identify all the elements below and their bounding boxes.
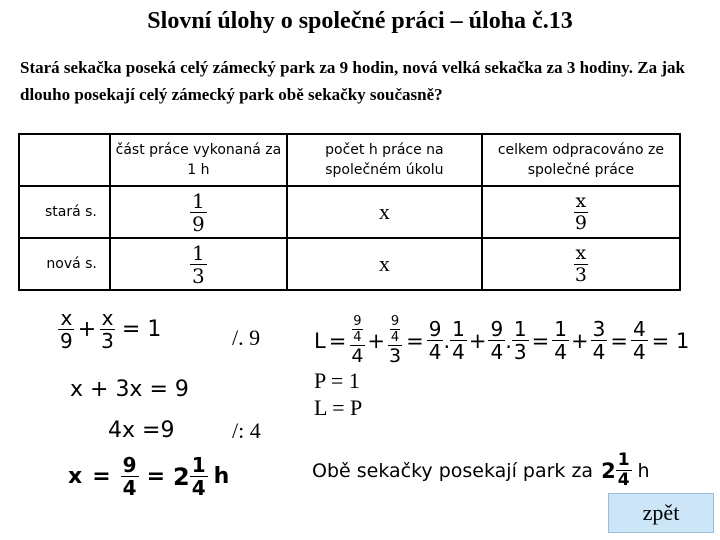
compound-fraction: $\frac{\frac{9}{4}}{4}$ bbox=[351, 314, 364, 367]
equation-1: $\frac{x}{9}$ + $\frac{x}{3}$ = 1 bbox=[60, 306, 162, 353]
answer-sentence: Obě sekačky posekají park za 2 $\frac{1}{4}$ h bbox=[312, 450, 650, 490]
fraction: $\frac{x}{9}$ bbox=[574, 189, 587, 234]
fraction: $\frac{9}{4}$ bbox=[122, 453, 137, 500]
result-equation: x = $\frac{9}{4}$ = 2 $\frac{1}{4}$ h bbox=[68, 453, 230, 500]
fraction: $\frac{1}{4}$ bbox=[617, 450, 630, 490]
step-multiply: /. 9 bbox=[232, 325, 261, 350]
equation-2: x + 3x = 9 bbox=[70, 377, 189, 402]
fraction: $\frac{1}{3}$ bbox=[192, 240, 205, 288]
problem-statement: Stará sekačka poseká celý zámecký park za 9 hodin, nová velká sekačka za 3 hodiny. Za jak dlouho posekají celý zámecký park obě sekačky současně? bbox=[20, 58, 685, 104]
back-button[interactable]: zpět bbox=[608, 493, 714, 533]
work-table bbox=[18, 133, 681, 291]
fraction: $\frac{1}{9}$ bbox=[192, 188, 205, 236]
fraction: $\frac{x}{3}$ bbox=[101, 306, 114, 353]
fraction: $\frac{1}{4}$ bbox=[191, 453, 206, 500]
fraction: $\frac{x}{9}$ bbox=[60, 306, 73, 353]
equation-3: 4x =9 bbox=[108, 418, 175, 443]
cell-total-old bbox=[482, 186, 680, 238]
cell-total-new bbox=[482, 238, 680, 290]
cell-part-new bbox=[110, 238, 287, 290]
header-cell-part: část práce vykonaná za 1 h bbox=[110, 134, 287, 186]
table-header-row bbox=[19, 134, 680, 186]
compound-fraction: $\frac{\frac{9}{4}}{3}$ bbox=[389, 314, 402, 367]
fraction: $\frac{x}{3}$ bbox=[574, 241, 587, 286]
step-divide: /: 4 bbox=[232, 418, 261, 443]
check-line-3: L = P bbox=[314, 395, 363, 420]
cell-hours-old: x bbox=[287, 186, 482, 238]
page-title: Slovní úlohy o společné práci – úloha č.13 bbox=[147, 8, 573, 34]
check-line-2: P = 1 bbox=[314, 368, 360, 393]
table-row bbox=[19, 238, 680, 290]
cell-hours-new: x bbox=[287, 238, 482, 290]
row-label-old: stará s. bbox=[19, 186, 110, 238]
check-line-1: L = $\frac{\frac{9}{4}}{4}$ + $\frac{\frac{9}{4}}{3}$ = $\frac{9}{4}$ . $\frac{1}{4}$ + $\frac{9}{4}$ . $\frac{1}{3}$ = $\frac{1}{4}$ + $\frac{3}{4}$ = $\frac{4}{4}$ = 1 bbox=[314, 314, 690, 367]
cell-part-old bbox=[110, 186, 287, 238]
table-row bbox=[19, 186, 680, 238]
header-cell-total: celkem odpracováno ze společné práce bbox=[482, 134, 680, 186]
header-cell-empty bbox=[19, 134, 110, 186]
row-label-new: nová s. bbox=[19, 238, 110, 290]
header-cell-hours: počet h práce na společném úkolu bbox=[287, 134, 482, 186]
